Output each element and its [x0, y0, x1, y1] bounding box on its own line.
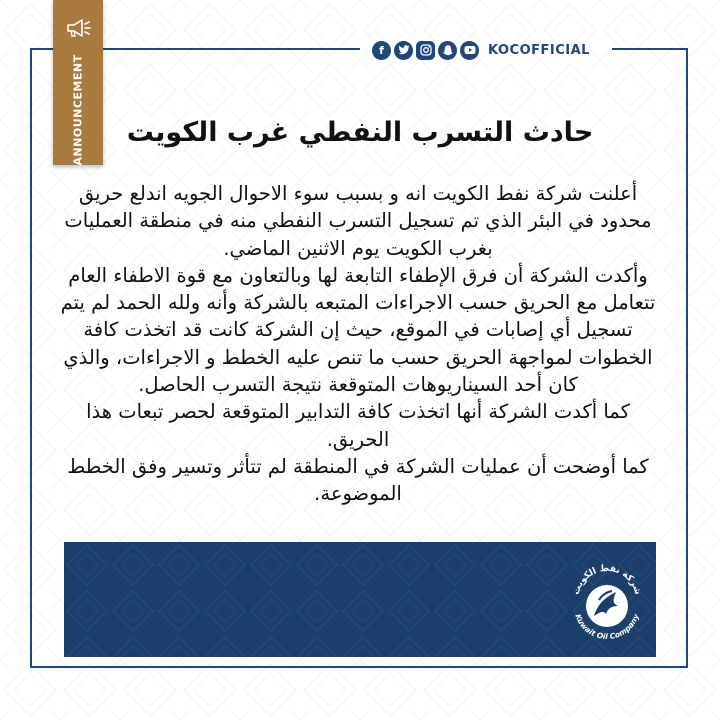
page-title: حادث التسرب النفطي غرب الكويت — [126, 117, 594, 148]
twitter-icon[interactable] — [394, 41, 413, 60]
social-bar — [372, 38, 590, 62]
announcement-body — [58, 180, 658, 508]
announcement-tab — [53, 0, 103, 165]
facebook-icon[interactable]: f — [372, 41, 391, 60]
logo-english-name: Kuwait Oil Company — [573, 612, 641, 642]
announcement-label: ANNOUNCEMENT — [71, 54, 85, 166]
frame-top-line-right — [612, 48, 688, 50]
logo-arabic-name: شركة نفط الكويت — [571, 563, 643, 597]
paragraph-2: وأكدت الشركة أن فرق الإطفاء التابعة لها وبالتعاون مع قوة الاطفاء العام تتعامل مع الحريق حسب الاجراءات المتبعه بالشركة وأنه ولله الحمد لم يتم تسجيل أي إصابات في الموقع، حيث إن الشركة كانت قد اتخذت كافة الخطوات لمواجهة الحريق حسب ما تنص عليه الخطط و الاجراءات، والذي كان أحد السيناريوهات المتوقعة نتيجة التسرب الحاصل. — [60, 263, 656, 397]
paragraph-1: أعلنت شركة نفط الكويت انه و بسبب سوء الاحوال الجويه اندلع حريق محدود في البئر الذي تم تسجيل التسرب النفطي منه في منطقة العمليات بغرب الكويت يوم الاثنين الماضي. — [64, 182, 652, 260]
paragraph-4: كما أوضحت أن عمليات الشركة في المنطقة لم تتأثر وتسير وفق الخطط الموضوعة. — [67, 454, 649, 506]
instagram-icon[interactable] — [416, 41, 435, 60]
koc-logo — [566, 548, 648, 652]
snapchat-icon[interactable] — [438, 41, 457, 60]
paragraph-3: كما أكدت الشركة أنها اتخذت كافة التدابير المتوقعة لحصر تبعات هذا الحريق. — [86, 400, 630, 451]
social-handle[interactable]: KOCOFFICIAL — [488, 42, 590, 58]
youtube-icon[interactable] — [460, 41, 479, 60]
megaphone-icon — [65, 18, 91, 38]
